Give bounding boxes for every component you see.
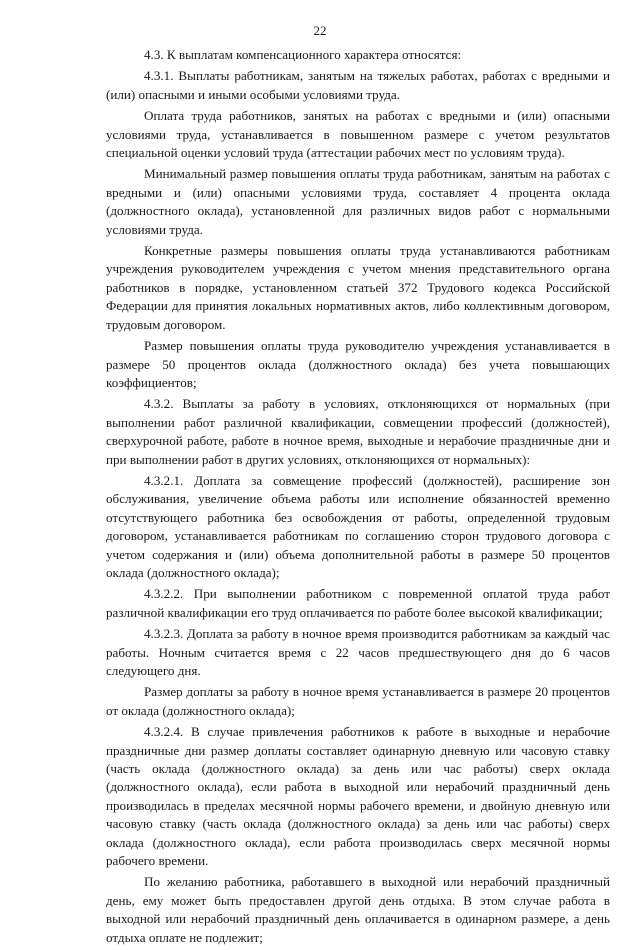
paragraph-4-3-2-2: 4.3.2.2. При выполнении работником с повременной оплатой труда работ различной квалификации его труд оплачивается по работе более высокой квалификации; xyxy=(106,586,610,620)
paragraph-4-3-2: 4.3.2. Выплаты за работу в условиях, отклоняющихся от нормальных (при выполнении работ различной квалификации, совмещении профессий (должностей), сверхурочной работе, работе в ночное время, выходные и нерабочие праздничные дни и при выполнении работ в других условиях, отклоняющихся от нормальных): xyxy=(106,396,610,467)
paragraph-harmful-conditions-pay: Оплата труда работников, занятых на работах с вредными и (или) опасными условиями труда, устанавливается в повышенном размере с учетом результатов специальной оценки условий труда (аттестации рабочих мест по условиям труда). xyxy=(106,108,610,161)
paragraph-4-3-2-4: 4.3.2.4. В случае привлечения работников к работе в выходные и нерабочие праздничные дни размер доплаты составляет одинарную дневную или часовую ставку (часть оклада (должностного оклада) за день или час работы) сверх оклада (должностного оклада), если работа в выходной или нерабочий праздничный день производилась в пределах месячной нормы рабочего времени, и двойную дневную или часовую ставку (часть оклада (должностного оклада) за день или час работы) сверх оклада (должностного оклада), если работа производилась сверх месячной нормы рабочего времени. xyxy=(106,724,610,869)
page-number: 22 xyxy=(313,23,327,38)
document-body xyxy=(106,46,610,950)
paragraph-minimum-increase: Минимальный размер повышения оплаты труда работникам, занятым на работах с вредными и (или) опасными условиями труда, составляет 4 процента оклада (должностного оклада), установленной для различных видов работ с нормальными условиями труда. xyxy=(106,166,610,237)
paragraph-4-3-2-3: 4.3.2.3. Доплата за работу в ночное время производится работникам за каждый час работы. Ночным считается время с 22 часов предшествующего дня до 6 часов следующего дня. xyxy=(106,626,610,678)
paragraph-specific-increase: Конкретные размеры повышения оплаты труда устанавливаются работникам учреждения руководителем учреждения с учетом мнения представительного органа работников в порядке, установленном статьей 372 Трудового кодекса Российской Федерации для принятия локальных нормативных актов, либо коллективным договором, трудовым договором. xyxy=(106,243,610,332)
paragraph-4-3-intro: 4.3. К выплатам компенсационного характера относятся: xyxy=(144,47,462,62)
paragraph-director-increase: Размер повышения оплаты труда руководителю учреждения устанавливается в размере 50 процентов оклада (должностного оклада) без учета повышающих коэффициентов; xyxy=(106,338,610,390)
paragraph-4-3-1: 4.3.1. Выплаты работникам, занятым на тяжелых работах, работах с вредными и (или) опасными и иными особыми условиями труда. xyxy=(106,68,610,102)
paragraph-night-work-rate: Размер доплаты за работу в ночное время устанавливается в размере 20 процентов от оклада (должностного оклада); xyxy=(106,684,610,718)
paragraph-day-off-option: По желанию работника, работавшего в выходной или нерабочий праздничный день, ему может быть предоставлен другой день отдыха. В этом случае работа в выходной или нерабочий праздничный день оплачивается в одинарном размере, а день отдыха оплате не подлежит; xyxy=(106,874,610,945)
paragraph-4-3-2-1: 4.3.2.1. Доплата за совмещение профессий (должностей), расширение зон обслуживания, увеличение объема работы или исполнение обязанностей временно отсутствующего работника без освобождения от работы, определенной трудовым договором, устанавливается работникам по соглашению сторон трудового договора с учетом содержания и (или) объема дополнительной работы в размере 50 процентов оклада (должностного оклада); xyxy=(106,472,610,580)
